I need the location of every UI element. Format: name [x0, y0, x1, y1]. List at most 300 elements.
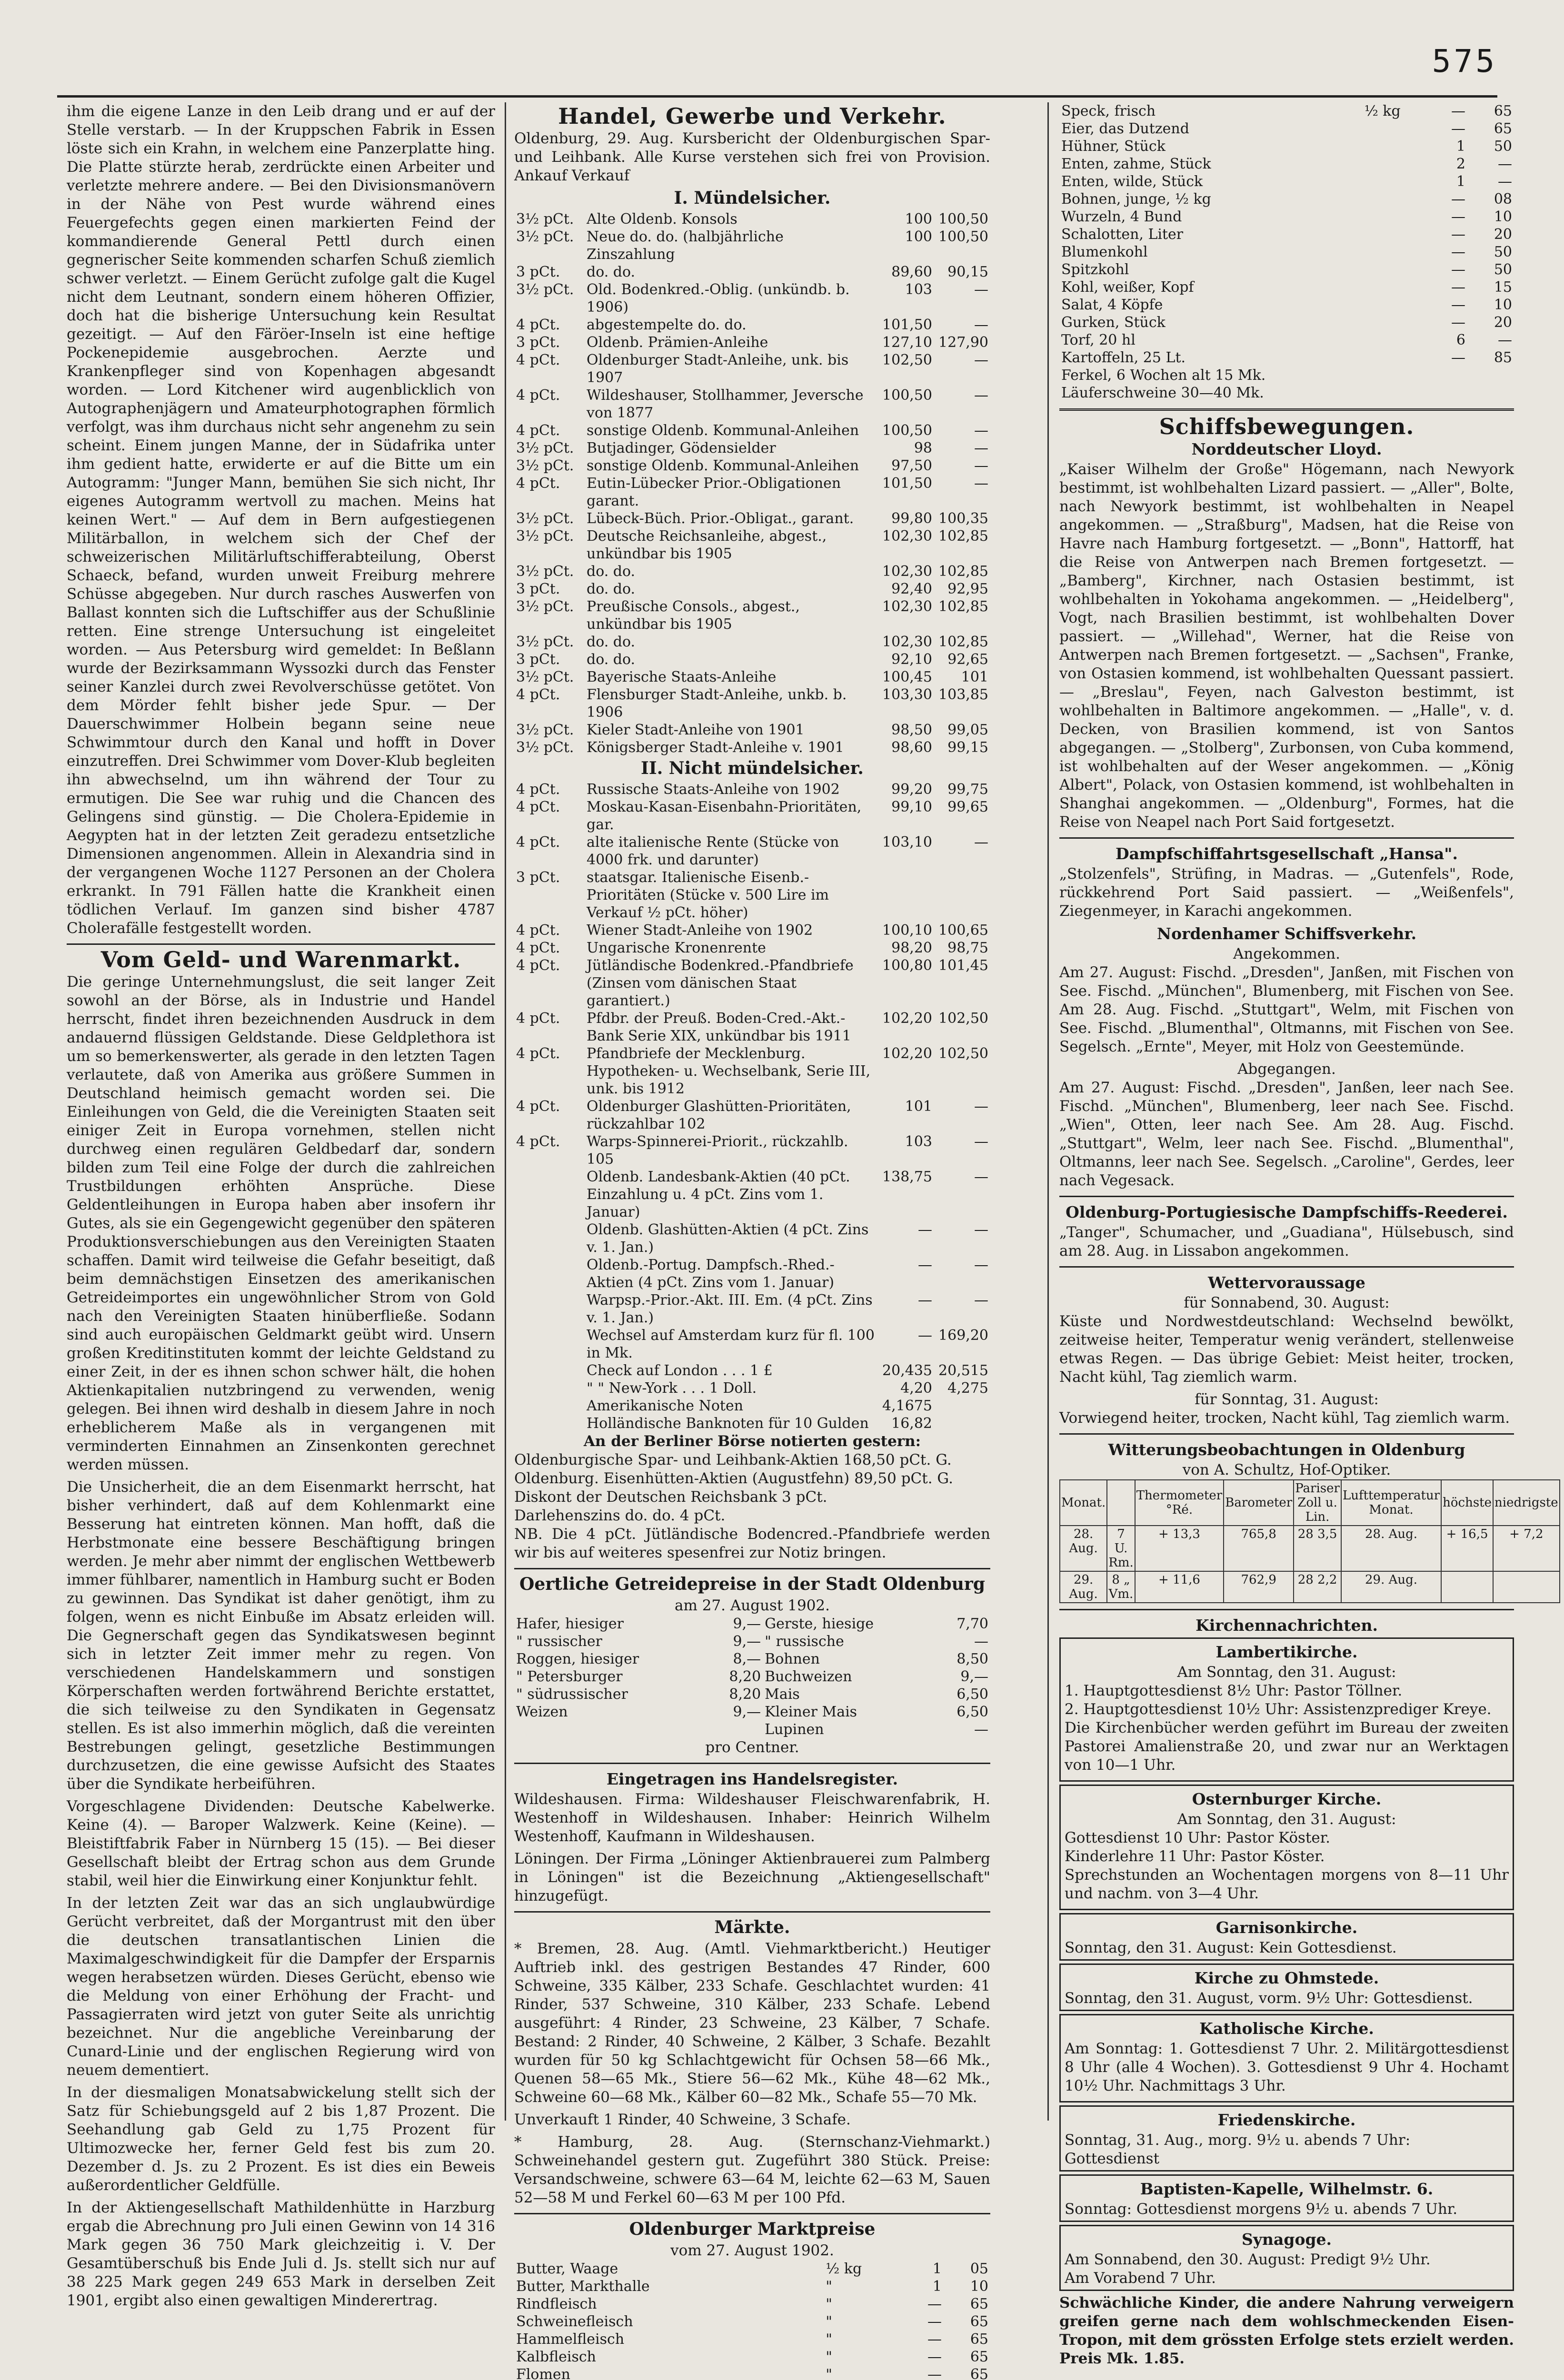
bond-row-cell: 100,50: [882, 422, 932, 439]
price-row: [514, 2278, 990, 2295]
article-paragraph: Die geringe Unternehmungslust, die seit langer Zeit sowohl an der Börse, als in Industrie und Handel herrscht, findet ihren bezeichnenden Ausdruck in dem andauernd flüssigen Geldstande. Diese Geldplethora ist um so bemerkenswerter, als gerade in den letzten Tagen verlautete, daß von Amerika aus größere Summen in Deutschland heimisch gemacht worden sei. Die Einleihungen von Geld, die die Vereinigten Staaten seit einiger Zeit in Europa vornehmen, stellen nicht durchweg einen regulären Geldbedarf dar, sondern bilden zum Teil eine Folge der durch die zahlreichen Trustbildungen erhöhten Ansprüche. Diese Geldentleihungen in Europa haben aber insofern ihr Gutes, als sie ein Gegengewicht gegenüber den späteren Produktionsverschiebungen aus den Vereinigten Staaten schaffen. Damit wird teilweise die Gefahr beseitigt, daß beim demnächstigen Einsetzen des amerikanischen Getreideimportes ein ungewöhnlicher Strom von Gold nach den Vereinigten Staaten hinüberfließe. Sodann sind auch europäischen Geldmarkt geübt wird. Unsern großen Kreditinstituten kommt der leichte Geldstand zu einer Zeit, in der es ihnen schon schwer hält, die hohen Aktienkapitalien nutzbringend zu verwenden, wenig gelegen. Bei ihnen wird deshalb in diesem Jahre in noch erheblicherem Maße als in vergangenen mit verminderten Einnahmen an Zinsenkonten gerechnet werden müssen.: [67, 973, 495, 1473]
synagogue-line: Am Vorabend 7 Uhr.: [1065, 2270, 1216, 2287]
weather-table-header-cell: Thermometer °Ré.: [1135, 1480, 1224, 1526]
section-heading: Vom Geld- und Warenmarkt.: [100, 947, 461, 972]
grain-row-cell: " südrussischer: [516, 1686, 628, 1703]
price-row-cell: 65: [970, 2296, 988, 2312]
bond-row-cell: Bayerische Staats-Anleihe: [587, 669, 777, 685]
bond-row-cell: 4 pCt.: [516, 922, 560, 939]
divider: [67, 943, 495, 945]
markets-heading: Märkte.: [714, 1917, 790, 1937]
lloyd-text: „Kaiser Wilhelm der Große" Högemann, nach Newyork bestimmt, ist wohlbehalten Lizard passiert. — „Aller", Bolte, nach Newyork bestimmt, ist wohlbehalten in Neapel angekommen. — „Straßburg", Madsen, hat die Reise von Havre nach Hamburg fortgesetzt. — „Bonn", Hattorff, hat die Reise von Antwerpen nach Bremen fortgesetzt. — „Bamberg", Kirchner, nach Ostasien bestimmt, ist wohlbehalten in Yokohama angekommen. — „Heidelberg", Vogt, nach Brasilien bestimmt, ist wohlbehalten Dover passiert. — „Willehad", Werner, hat die Reise von Antwerpen nach Bremen fortgesetzt. — „Sachsen", Franke, von Ostasien kommend, ist wohlbehalten Quessant passiert. — „Breslau", Feyen, nach Galveston bestimmt, ist wohlbehalten in Baltimore angekommen. — „Halle", v. d. Decken, von Brasilien kommend, ist von Santos abgegangen. — „Stolberg", Zurbonsen, von Cuba kommend, ist wohlbehalten auf der Weser angekommen. — „König Albert", Polack, von Ostasien kommend, ist wohlbehalten in Shanghai angekommen. — „Oldenburg", Formes, hat die Reise von Neapel nach Port Said fortgesetzt.: [1059, 461, 1514, 831]
bond-table: [514, 781, 990, 1432]
bond-row-cell: 3 pCt.: [516, 869, 560, 886]
price-row-cell: Spitzkohl: [1061, 261, 1129, 278]
grain-row-cell: Weizen: [516, 1704, 568, 1720]
weather-row-cell: + 16,5: [1441, 1526, 1493, 1571]
price-row-cell: 65: [970, 2366, 988, 2380]
bond-row-cell: 101: [905, 1098, 932, 1115]
bond-row: [514, 1133, 990, 1168]
grain-row-cell: 9,—: [960, 1668, 988, 1685]
price-row-cell: —: [1498, 156, 1512, 172]
synagogue-line: Am Sonnabend, den 30. August: Predigt 9½ Uhr.: [1065, 2251, 1431, 2268]
price-row-cell: 10: [970, 2278, 988, 2295]
bond-row-cell: 102,85: [938, 528, 988, 545]
section-heading: Handel, Gewerbe und Verkehr.: [558, 103, 946, 129]
bond-row-cell: 101: [961, 669, 988, 685]
price-row: [1059, 367, 1514, 384]
bond-row-cell: Jütländische Bodenkred.-Pfandbriefe (Zinsen vom dänischen Staat garantiert.): [587, 957, 854, 1009]
grain-row-cell: 8,20: [729, 1686, 761, 1703]
bond-row-cell: 4 pCt.: [516, 475, 560, 492]
bond-row-cell: 100: [905, 211, 932, 228]
bond-row-cell: Oldenb. Landesbank-Aktien (40 pCt. Einzahlung u. 4 pCt. Zins vom 1. Januar): [587, 1169, 850, 1220]
bond-row-cell: Oldenburger Glashütten-Prioritäten, rückzahlbar 102: [587, 1098, 851, 1132]
bond-row-cell: 102,30: [882, 598, 932, 615]
bond-row-cell: Oldenb.-Portug. Dampfsch.-Rhed.-Aktien (4 pCt. Zins vom 1. Januar): [587, 1257, 835, 1291]
price-row-cell: [1363, 296, 1421, 314]
price-row-cell: Butter, Markthalle: [516, 2278, 650, 2295]
subsection-heading: II. Nicht mündelsicher.: [641, 758, 864, 778]
bond-row: [514, 1327, 990, 1362]
price-row-cell: ½ kg: [1364, 103, 1401, 119]
bond-row-cell: Preußische Consols., abgest., unkündbar bis 1905: [587, 598, 800, 633]
bond-row-cell: Amerikanische Noten: [587, 1398, 744, 1414]
bond-row-cell: —: [974, 1169, 988, 1185]
price-row-cell: —: [927, 2331, 942, 2348]
price-row-cell: [1363, 173, 1421, 190]
bond-row-cell: [514, 1362, 585, 1379]
column-3: [1059, 102, 1558, 2372]
weather-table-header-cell: [1107, 1480, 1135, 1526]
bond-row-cell: —: [974, 834, 988, 851]
grain-table: [514, 1615, 990, 1738]
price-row-cell: [1467, 367, 1514, 384]
weather-table-header-cell: Pariser Zoll u. Lin.: [1294, 1480, 1341, 1526]
article-paragraph: In der diesmaligen Monatsabwickelung stellt sich der Satz für Schiebungsgeld auf 2 bis 1,87 Prozent. Die Seehandlung gab Geld zu 1,75 Prozent für Ultimozwecke her, ferner Geld fest bis zum 20. Dezember d. Js. zu 2 Prozent. Es ist dies ein Beweis außerordentlicher Geldfülle.: [67, 2084, 495, 2194]
bond-row-cell: 92,95: [947, 581, 988, 597]
price-row-cell: [1363, 190, 1421, 208]
bond-row-cell: 3½ pCt.: [516, 510, 574, 527]
price-row: [514, 2330, 990, 2348]
bond-row: [514, 422, 990, 439]
price-row-cell: [1421, 367, 1467, 384]
price-row-cell: [1363, 331, 1421, 349]
synagogue-heading: Synagoge.: [1241, 2230, 1332, 2249]
bond-row-cell: 3½ pCt.: [516, 528, 574, 545]
price-row-cell: 65: [970, 2349, 988, 2365]
hansa-heading: Dampfschiffahrtsgesellschaft „Hansa".: [1116, 844, 1458, 863]
price-row-cell: [1363, 384, 1421, 402]
grain-row-cell: Gerste, hiesige: [765, 1616, 874, 1632]
bond-row-cell: —: [974, 475, 988, 492]
weather-row-cell: 762,9: [1224, 1571, 1294, 1603]
bond-row-cell: —: [974, 281, 988, 298]
price-row-cell: 6: [1456, 332, 1465, 348]
bond-row: [514, 457, 990, 475]
weather-heading: Wettervoraussage: [1208, 1273, 1365, 1292]
bond-row-cell: sonstige Oldenb. Kommunal-Anleihen: [587, 457, 859, 474]
price-row-cell: Enten, wilde, Stück: [1061, 173, 1203, 190]
price-row-cell: Kohl, weißer, Kopf: [1061, 279, 1194, 296]
bond-row-cell: 4,1675: [882, 1398, 932, 1414]
bond-row-cell: 99,80: [891, 510, 932, 527]
column-divider: [1047, 102, 1049, 2121]
grain-row-cell: " Petersburger: [516, 1668, 623, 1685]
bond-row-cell: 3½ pCt.: [516, 739, 574, 756]
bond-row-cell: 3½ pCt.: [516, 457, 574, 474]
bond-row-cell: Eutin-Lübecker Prior.-Obligationen garant.: [587, 475, 841, 509]
weather-row-cell: [1493, 1571, 1560, 1603]
market-report: * Hamburg, 28. Aug. (Sternschanz-Viehmarkt.) Schweinehandel gestern gut. Zugeführt 380 Stück. Preise: Versandschweine, schwere 63—64 M, leichte 62—63 M, Sauen 52—58 M und Ferkel 60—63 M per 100 Pfd.: [514, 2133, 990, 2206]
catholic-heading: Katholische Kirche.: [1199, 2019, 1374, 2038]
bond-row-cell: Warps-Spinnerei-Priorit., rückzahlb. 105: [587, 1133, 848, 1168]
price-row-cell: 20: [1494, 314, 1512, 331]
divider: [514, 1911, 990, 1913]
bond-row-cell: —: [974, 1257, 988, 1273]
bond-row-cell: 100,80: [882, 957, 932, 974]
note: NB. Die 4 pCt. Jütländische Bodencred.-Pfandbriefe werden wir bis auf weiteres spesenfrei zur Notiz bringen.: [514, 1526, 990, 1561]
price-table: [514, 2260, 990, 2380]
bond-row-cell: Kieler Stadt-Anleihe von 1901: [587, 722, 805, 738]
bond-row-cell: 127,10: [882, 334, 932, 351]
price-row: [1059, 120, 1514, 138]
bond-row-cell: 4 pCt.: [516, 422, 560, 439]
bond-row: [514, 1010, 990, 1045]
grain-row: [514, 1686, 990, 1703]
divider: [1059, 408, 1514, 411]
bond-row: [514, 1168, 990, 1221]
price-table-continued: [1059, 102, 1514, 402]
market-report: Unverkauft 1 Rinder, 40 Schweine, 3 Schafe.: [514, 2111, 851, 2128]
price-row-cell: [1363, 208, 1421, 226]
weather-row-cell: 28 2,2: [1294, 1571, 1341, 1603]
price-row-cell: —: [1498, 332, 1512, 348]
bond-table: [514, 210, 990, 756]
bond-row: [514, 1045, 990, 1098]
bond-row-cell: 4 pCt.: [516, 686, 560, 703]
bond-row-cell: [514, 1327, 585, 1362]
bond-row-cell: 4 pCt.: [516, 940, 560, 956]
bond-row-cell: 4 pCt.: [516, 352, 560, 368]
price-row-cell: [1363, 349, 1421, 367]
column-1: [67, 102, 495, 2314]
price-row-cell: ½ kg: [826, 2261, 862, 2277]
bond-row-cell: 102,85: [938, 598, 988, 615]
nordenham-heading: Nordenhamer Schiffsverkehr.: [1156, 924, 1417, 943]
church-box: [1059, 2174, 1514, 2222]
bond-row: [514, 869, 990, 922]
bond-row-cell: 127,90: [938, 334, 988, 351]
grain-row-cell: " russischer: [516, 1633, 602, 1650]
price-row-cell: —: [927, 2313, 942, 2330]
bond-row-cell: —: [974, 352, 988, 368]
price-row-cell: Salat, 4 Köpfe: [1061, 297, 1163, 313]
bond-row-cell: 102,20: [882, 1010, 932, 1027]
price-row-cell: [1363, 138, 1421, 155]
price-row-cell: [1363, 367, 1421, 384]
bond-row: [514, 475, 990, 510]
weather-row-cell: 765,8: [1224, 1526, 1294, 1571]
bond-row: [514, 598, 990, 633]
church-box: [1059, 1637, 1514, 1782]
article-paragraph: In der letzten Zeit war das an sich unglaubwürdige Gerücht verbreitet, daß der Morgantrust mit den über die deutschen transatlantischen Linien die Maximalgeschwindigkeit für die Dampfer der Ersparnis wegen herabsetzen würden. Dieses Gerücht, ebenso wie die Meldung von einer Erhöhung der Fracht- und Passagierraten wird jetzt von guter Seite als unrichtig bezeichnet. Nur die angebliche Vereinbarung der Cunard-Linie und der englischen Regierung wird von neuem dementiert.: [67, 1894, 495, 2079]
bond-row-cell: 3½ pCt.: [516, 281, 574, 298]
bond-row-cell: 3½ pCt.: [516, 669, 574, 685]
price-row-cell: 50: [1494, 261, 1512, 278]
ohmstede-heading: Kirche zu Ohmstede.: [1194, 1969, 1379, 1987]
bond-row-cell: 99,15: [947, 739, 988, 756]
price-row-cell: 1: [932, 2278, 942, 2295]
weather-row-cell: 28 3,5: [1294, 1526, 1341, 1571]
bond-row: [514, 1362, 990, 1379]
bond-row-cell: —: [918, 1292, 932, 1309]
price-row-cell: [1421, 384, 1467, 402]
bond-row-cell: 4,20: [900, 1380, 932, 1397]
bond-row: [514, 1379, 990, 1397]
price-row-cell: —: [1451, 261, 1465, 278]
bond-row-cell: —: [974, 1221, 988, 1238]
bond-row-cell: —: [974, 422, 988, 439]
weather-table-header-cell: Lufttemperatur Monat.: [1341, 1480, 1441, 1526]
price-row-cell: —: [1451, 349, 1465, 366]
weather-row-cell: 8 „ Vm.: [1107, 1571, 1135, 1603]
bond-row-cell: 92,10: [891, 651, 932, 668]
bond-row-cell: 3½ pCt.: [516, 563, 574, 580]
bond-row-cell: 3 pCt.: [516, 581, 560, 597]
departed-label: Abgegangen.: [1237, 1061, 1336, 1078]
weather-row-cell: 28. Aug.: [1341, 1526, 1441, 1571]
bond-row-cell: 100: [905, 228, 932, 245]
price-row: [1059, 278, 1514, 296]
grain-row: [514, 1650, 990, 1668]
bond-row-cell: 102,30: [882, 528, 932, 545]
bond-row-cell: sonstige Oldenb. Kommunal-Anleihen: [587, 422, 859, 439]
bond-row-cell: Alte Oldenb. Konsols: [587, 211, 737, 228]
price-row: [1059, 243, 1514, 261]
baptist-line: Sonntag: Gottesdienst morgens 9½ u. abends 7 Uhr.: [1065, 2201, 1458, 2218]
divider: [514, 2213, 990, 2214]
lamberti-line: Am Sonntag, den 31. August:: [1177, 1664, 1396, 1681]
bond-row-cell: —: [918, 1221, 932, 1238]
price-row-cell: [1363, 261, 1421, 278]
bond-row-cell: Neue do. do. (halbjährliche Zinszahlung: [587, 228, 784, 263]
garnison-heading: Garnisonkirche.: [1215, 1918, 1358, 1937]
bond-row-cell: 20,435: [882, 1362, 932, 1379]
bond-row-cell: [514, 1415, 585, 1432]
weather-row-cell: 28. Aug.: [1060, 1526, 1107, 1571]
grain-row-cell: 7,70: [956, 1616, 988, 1632]
grain-row-cell: 8,—: [733, 1651, 761, 1667]
price-row: [1059, 173, 1514, 190]
bond-row-cell: 101,50: [882, 317, 932, 333]
bond-row-cell: 169,20: [938, 1327, 988, 1344]
bond-row-cell: [514, 1379, 585, 1397]
top-rule: [57, 95, 1497, 98]
berlin-line: Oldenburgische Spar- und Leihbank-Aktien 168,50 pCt. G.: [514, 1451, 952, 1468]
price-row: [1059, 261, 1514, 278]
price-row-cell: 10: [1494, 297, 1512, 313]
page-number: 575: [1432, 43, 1497, 79]
bond-row-cell: Wiener Stadt-Anleihe von 1902: [587, 922, 813, 939]
price-row-cell: 1: [1456, 138, 1465, 155]
price-row-cell: —: [1451, 120, 1465, 137]
bond-row-cell: 102,30: [882, 634, 932, 650]
bond-row-cell: 99,20: [891, 781, 932, 798]
price-row-cell: Rindfleisch: [516, 2296, 597, 2312]
price-row-cell: 1: [932, 2261, 942, 2277]
bond-row-cell: Pfdbr. der Preuß. Boden-Cred.-Akt.-Bank Serie XIX, unkündbar bis 1911: [587, 1010, 851, 1044]
bond-row-cell: 102,50: [938, 1010, 988, 1027]
obs-sub: von A. Schultz, Hof-Optiker.: [1182, 1461, 1391, 1478]
price-row-cell: Wurzeln, 4 Bund: [1061, 208, 1182, 225]
bond-row: [514, 1415, 990, 1432]
bond-row-cell: [514, 1397, 585, 1415]
bond-row: [514, 563, 990, 580]
price-row-cell: Eier, das Dutzend: [1061, 120, 1189, 137]
price-row-cell: 65: [970, 2331, 988, 2348]
bond-row: [514, 739, 990, 756]
price-row-cell: 10: [1494, 208, 1512, 225]
bond-row-cell: [934, 869, 990, 922]
lamberti-line: Die Kirchenbücher werden geführt im Bureau der zweiten Pastorei Amalienstraße 20, und zwar nur an Werktagen von 10—1 Uhr.: [1065, 1719, 1509, 1774]
peace-heading: Friedenskirche.: [1217, 2111, 1356, 2129]
church-box: [1059, 2014, 1514, 2102]
price-row-cell: Ferkel, 6 Wochen alt 15 Mk.: [1061, 367, 1266, 384]
grain-row: [514, 1668, 990, 1686]
price-row-cell: [1363, 314, 1421, 331]
bond-row-cell: Wechsel auf Amsterdam kurz für fl. 100 in Mk.: [587, 1327, 875, 1361]
bond-row-cell: 100,10: [882, 922, 932, 939]
bond-row-cell: do. do.: [587, 651, 636, 668]
price-row: [1059, 155, 1514, 173]
price-row-cell: 2: [1456, 156, 1465, 172]
grain-row-cell: 8,50: [956, 1651, 988, 1667]
bond-row: [514, 721, 990, 739]
price-row-cell: [1467, 384, 1514, 402]
hansa-text: „Stolzenfels", Strüfing, in Madras. — „Gutenfels", Rode, rückkehrend Port Said passiert. — „Weißenfels", Ziegenmeyer, in Karachi angekommen.: [1059, 865, 1514, 920]
grain-row-cell: Hafer, hiesiger: [516, 1616, 624, 1632]
price-row-cell: ": [826, 2331, 833, 2348]
grain-row-cell: [707, 1721, 763, 1738]
divider: [1059, 1266, 1514, 1268]
bond-row-cell: 100,50: [938, 211, 988, 228]
bond-row-cell: 100,45: [882, 669, 932, 685]
price-row: [1059, 349, 1514, 367]
bond-row-cell: 4 pCt.: [516, 317, 560, 333]
price-row-cell: —: [1451, 244, 1465, 260]
peace-line: Sonntag, 31. Aug., morg. 9½ u. abends 7 Uhr: Gottesdienst: [1065, 2132, 1411, 2167]
grain-row-cell: 6,50: [956, 1686, 988, 1703]
weather-table-header-cell: Monat.: [1060, 1480, 1107, 1526]
price-row-cell: [1363, 155, 1421, 173]
bond-row: [514, 633, 990, 651]
bond-row-cell: 3½ pCt.: [516, 440, 574, 456]
bond-row-cell: 4 pCt.: [516, 834, 560, 851]
bond-row-cell: alte italienische Rente (Stücke von 4000 frk. und darunter): [587, 834, 839, 868]
bond-row-cell: do. do.: [587, 563, 636, 580]
price-row-cell: Butter, Waage: [516, 2261, 618, 2277]
weather-table: [1059, 1479, 1560, 1603]
bond-row: [514, 668, 990, 686]
price-row-cell: ": [826, 2278, 833, 2295]
price-row-cell: —: [1451, 191, 1465, 208]
weather-sun-text: Vorwiegend heiter, trocken, Nacht kühl, Tag ziemlich warm.: [1059, 1409, 1510, 1427]
bond-row-cell: 102,50: [882, 352, 932, 368]
bond-row-cell: 98,75: [947, 940, 988, 956]
grain-row-cell: 8,20: [729, 1668, 761, 1685]
bond-row-cell: 3½ pCt.: [516, 634, 574, 650]
bond-row-cell: Deutsche Reichsanleihe, abgest., unkündbar bis 1905: [587, 528, 827, 562]
bond-row-cell: [514, 1256, 585, 1291]
bond-row-cell: 103,30: [882, 686, 932, 703]
price-row-cell: 85: [1494, 349, 1512, 366]
price-row-cell: —: [1451, 226, 1465, 243]
price-row: [514, 2366, 990, 2380]
church-box: [1059, 1913, 1514, 1961]
grain-row-cell: [514, 1721, 707, 1738]
garnison-line: Sonntag, den 31. August: Kein Gottesdienst.: [1065, 1939, 1397, 1956]
bond-row-cell: 98: [914, 440, 932, 456]
price-row-cell: ": [826, 2366, 833, 2380]
price-row-cell: Hammelfleisch: [516, 2331, 625, 2348]
grain-date: am 27. August 1902.: [674, 1597, 830, 1614]
berlin-line: Diskont der Deutschen Reichsbank 3 pCt.: [514, 1488, 827, 1506]
weather-sun-label: für Sonntag, 31. August:: [1195, 1391, 1379, 1408]
bond-row-cell: —: [974, 387, 988, 404]
price-row-cell: Läuferschweine 30—40 Mk.: [1061, 385, 1264, 401]
bond-row: [514, 686, 990, 721]
register-entry: Wildeshausen. Firma: Wildeshauser Fleischwarenfabrik, H. Westenhoff in Wildeshausen. Inhaber: Heinrich Wilhelm Westenhoff, Kaufmann in Wildeshausen.: [514, 1791, 990, 1845]
bond-row-cell: 101,45: [938, 957, 988, 974]
price-row: [1059, 190, 1514, 208]
church-heading: Kirchennachrichten.: [1195, 1616, 1378, 1635]
weather-row: [1060, 1526, 1560, 1571]
arrived-label: Angekommen.: [1233, 945, 1340, 962]
arrived-text: Am 27. August: Fischd. „Dresden", Janßen, mit Fischen von See. Fischd. „München", Blumenberg, mit Fischen von See. Am 28. Aug. Fischd. „Stuttgart", Welm, mit Fischen von See. Fischd. „Blumenthal", Oltmanns, mit Fischen von See. Segelsch. „Ernte", Meyer, mit Holz von Geestemünde.: [1059, 964, 1514, 1055]
bond-row-cell: Flensburger Stadt-Anleihe, unkb. b. 1906: [587, 686, 847, 721]
prices-date: vom 27. August 1902.: [670, 2242, 834, 2259]
price-row-cell: Blumenkohl: [1061, 244, 1148, 260]
register-heading: Eingetragen ins Handelsregister.: [606, 1770, 898, 1788]
bond-row-cell: Russische Staats-Anleihe von 1902: [587, 781, 840, 798]
bond-row-cell: Old. Bodenkred.-Oblig. (unkündb. b. 1906): [587, 281, 850, 316]
weather-row: [1060, 1571, 1560, 1603]
bond-row-cell: Lübeck-Büch. Prior.-Obligat., garant.: [587, 510, 854, 527]
bond-row-cell: 90,15: [947, 264, 988, 280]
osternburg-line: Kinderlehre 11 Uhr: Pastor Köster.: [1065, 1848, 1325, 1865]
weather-table-header-cell: Barometer: [1224, 1480, 1294, 1526]
bond-row: [514, 798, 990, 833]
article-paragraph: Die Unsicherheit, die an dem Eisenmarkt herrscht, hat bisher verhindert, daß auf dem Kohlenmarkt eine Besserung hat eintreten können. Man hofft, daß die Herbstmonate eine bessere Beschäftigung bringen werden. Je mehr aber nimmt der englischen Wettbewerb immer fühlbarer, namentlich in Hamburg sucht er Boden zu gewinnen. Das Syndikat ist daher genötigt, ihm zu folgen, wenn es nicht Einbuße im Absatz erleiden will. Die Gegnerschaft gegen das Syndikatswesen beginnt sich in letzter Zeit immer mehr zu regen. Von verschiedenen Handelskammern und sonstigen Körperschaften werden fortwährend Berichte erstattet, die sich teilweise zu den Syndikaten in Gegensatz stellen. Es ist also immerhin möglich, daß die vereinten Bestrebungen gelingt, gesetzliche Bestimmungen durchzusetzen, die eine gewisse Aufsicht des Staates über die Syndikate herbeiführen.: [67, 1478, 495, 1793]
bond-row: [514, 833, 990, 869]
bond-row-cell: 4 pCt.: [516, 799, 560, 815]
bond-row: [514, 439, 990, 457]
osternburg-line: Am Sonntag, den 31. August:: [1177, 1811, 1396, 1828]
bond-row-cell: [878, 869, 934, 922]
bond-row-cell: " " New-York . . . 1 Doll.: [587, 1380, 757, 1397]
price-row-cell: ": [826, 2313, 833, 2330]
bond-row-cell: [514, 1291, 585, 1327]
bond-row-cell: [514, 1168, 585, 1221]
ohmstede-line: Sonntag, den 31. August, vorm. 9½ Uhr: Gottesdienst.: [1065, 1990, 1473, 2007]
bond-row-cell: Check auf London . . . 1 £: [587, 1362, 773, 1379]
price-row: [514, 2348, 990, 2366]
grain-row-cell: " russische: [765, 1633, 844, 1650]
bond-row-cell: abgestempelte do. do.: [587, 317, 747, 333]
price-row: [514, 2295, 990, 2313]
bond-row: [514, 510, 990, 527]
